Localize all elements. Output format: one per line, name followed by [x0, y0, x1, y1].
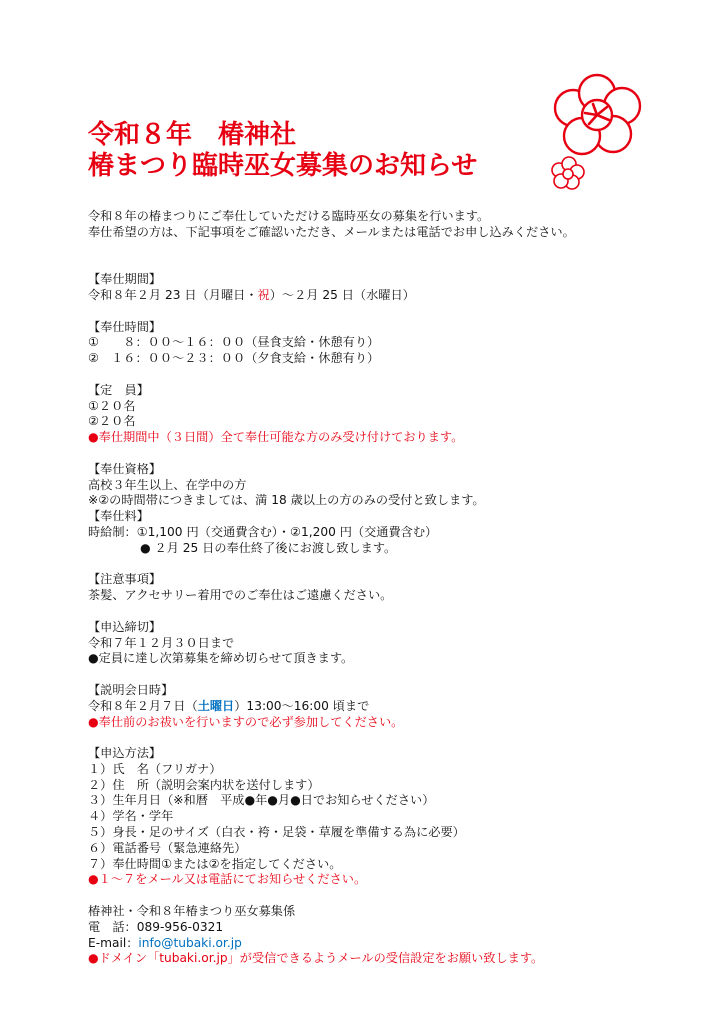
application-item: ３）生年月日（※和暦 平成●年●月●日でお知らせください） — [88, 793, 435, 808]
fee-line: 時給制：①1,100 円（交通費含む）・②1,200 円（交通費含む） — [88, 524, 438, 539]
hours-heading: 【奉仕時間】 — [88, 319, 162, 334]
fee-note: ● ２月 25 日の奉仕終了後にお渡し致します。 — [140, 540, 397, 555]
intro-line: 奉仕希望の方は、下記事項をご確認いただき、メールまたは電話でお申し込みください。 — [88, 224, 575, 239]
qualification-heading: 【奉仕資格】 — [88, 461, 162, 476]
application-note: ●１～７をメール又は電話にてお知らせください。 — [88, 872, 367, 887]
capacity-line: ②２０名 — [88, 414, 136, 429]
notice-line: 茶髪、アクセサリー着用でのご奉仕はご遠慮ください。 — [88, 588, 393, 603]
deadline-note: ●定員に達し次第募集を締め切らせて頂きます。 — [88, 651, 354, 666]
application-item: １）氏 名（フリガナ） — [88, 761, 222, 776]
fee-heading: 【奉仕料】 — [88, 509, 149, 524]
email-link[interactable]: info@tubaki.or.jp — [138, 935, 242, 950]
page-title-line1: 令和８年 椿神社 — [88, 120, 297, 150]
briefing-line: 令和８年２月７日（土曜日）13:00～16:00 頃まで — [88, 698, 370, 713]
briefing-note: ●奉仕前のお祓いを行いますので必ず参加してください。 — [88, 714, 404, 729]
application-item: ５）身長・足のサイズ（白衣・袴・足袋・草履を準備する為に必要） — [88, 825, 465, 840]
contact-org: 椿神社・令和８年椿まつり巫女募集係 — [88, 904, 296, 919]
application-item: ６）電話番号（緊急連絡先） — [88, 840, 247, 855]
qualification-line: ※②の時間帯につきましては、満 18 歳以上の方のみの受付と致します。 — [88, 493, 485, 508]
hours-line: ② １６：００～２３：００（夕食支給・休憩有り） — [88, 351, 380, 366]
briefing-heading: 【説明会日時】 — [88, 682, 174, 697]
notice-heading: 【注意事項】 — [88, 572, 162, 587]
application-item: ７）奉仕時間①または②を指定してください。 — [88, 856, 342, 871]
capacity-note: ●奉仕期間中（３日間）全て奉仕可能な方のみ受け付けております。 — [88, 430, 464, 445]
camellia-crest-icon — [535, 66, 657, 196]
deadline-line: 令和７年１２月３０日まで — [88, 635, 235, 650]
application-item: ４）学名・学年 — [88, 809, 174, 824]
capacity-line: ①２０名 — [88, 398, 136, 413]
intro-line: 令和８年の椿まつりにご奉仕していただける臨時巫女の募集を行います。 — [88, 209, 490, 223]
hours-line: ① ８：００～１６：００（昼食支給・休憩有り） — [88, 335, 380, 350]
application-heading: 【申込方法】 — [88, 746, 162, 761]
page-title-line2: 椿まつり臨時巫女募集のお知らせ — [88, 151, 478, 181]
holiday-label: 祝 — [257, 287, 270, 302]
briefing-day: 土曜日 — [197, 698, 235, 713]
capacity-heading: 【定 員】 — [88, 382, 149, 397]
period-text: 令和８年２月 23 日（月曜日・祝）～２月 25 日（水曜日） — [88, 287, 415, 302]
document-body — [88, 209, 688, 967]
deadline-heading: 【申込締切】 — [88, 619, 162, 634]
email-label: E-mail： — [88, 935, 139, 950]
contact-phone: 電 話：089-956-0321 — [88, 919, 224, 934]
application-item: ２）住 所（説明会案内状を送付します） — [88, 777, 320, 792]
contact-email-row — [88, 936, 688, 952]
qualification-line: 高校３年生以上、在学中の方 — [88, 477, 247, 492]
period-heading: 【奉仕期間】 — [88, 272, 162, 287]
contact-note: ●ドメイン「tubaki.or.jp」が受信できるようメールの受信設定をお願い致します。 — [88, 951, 544, 966]
